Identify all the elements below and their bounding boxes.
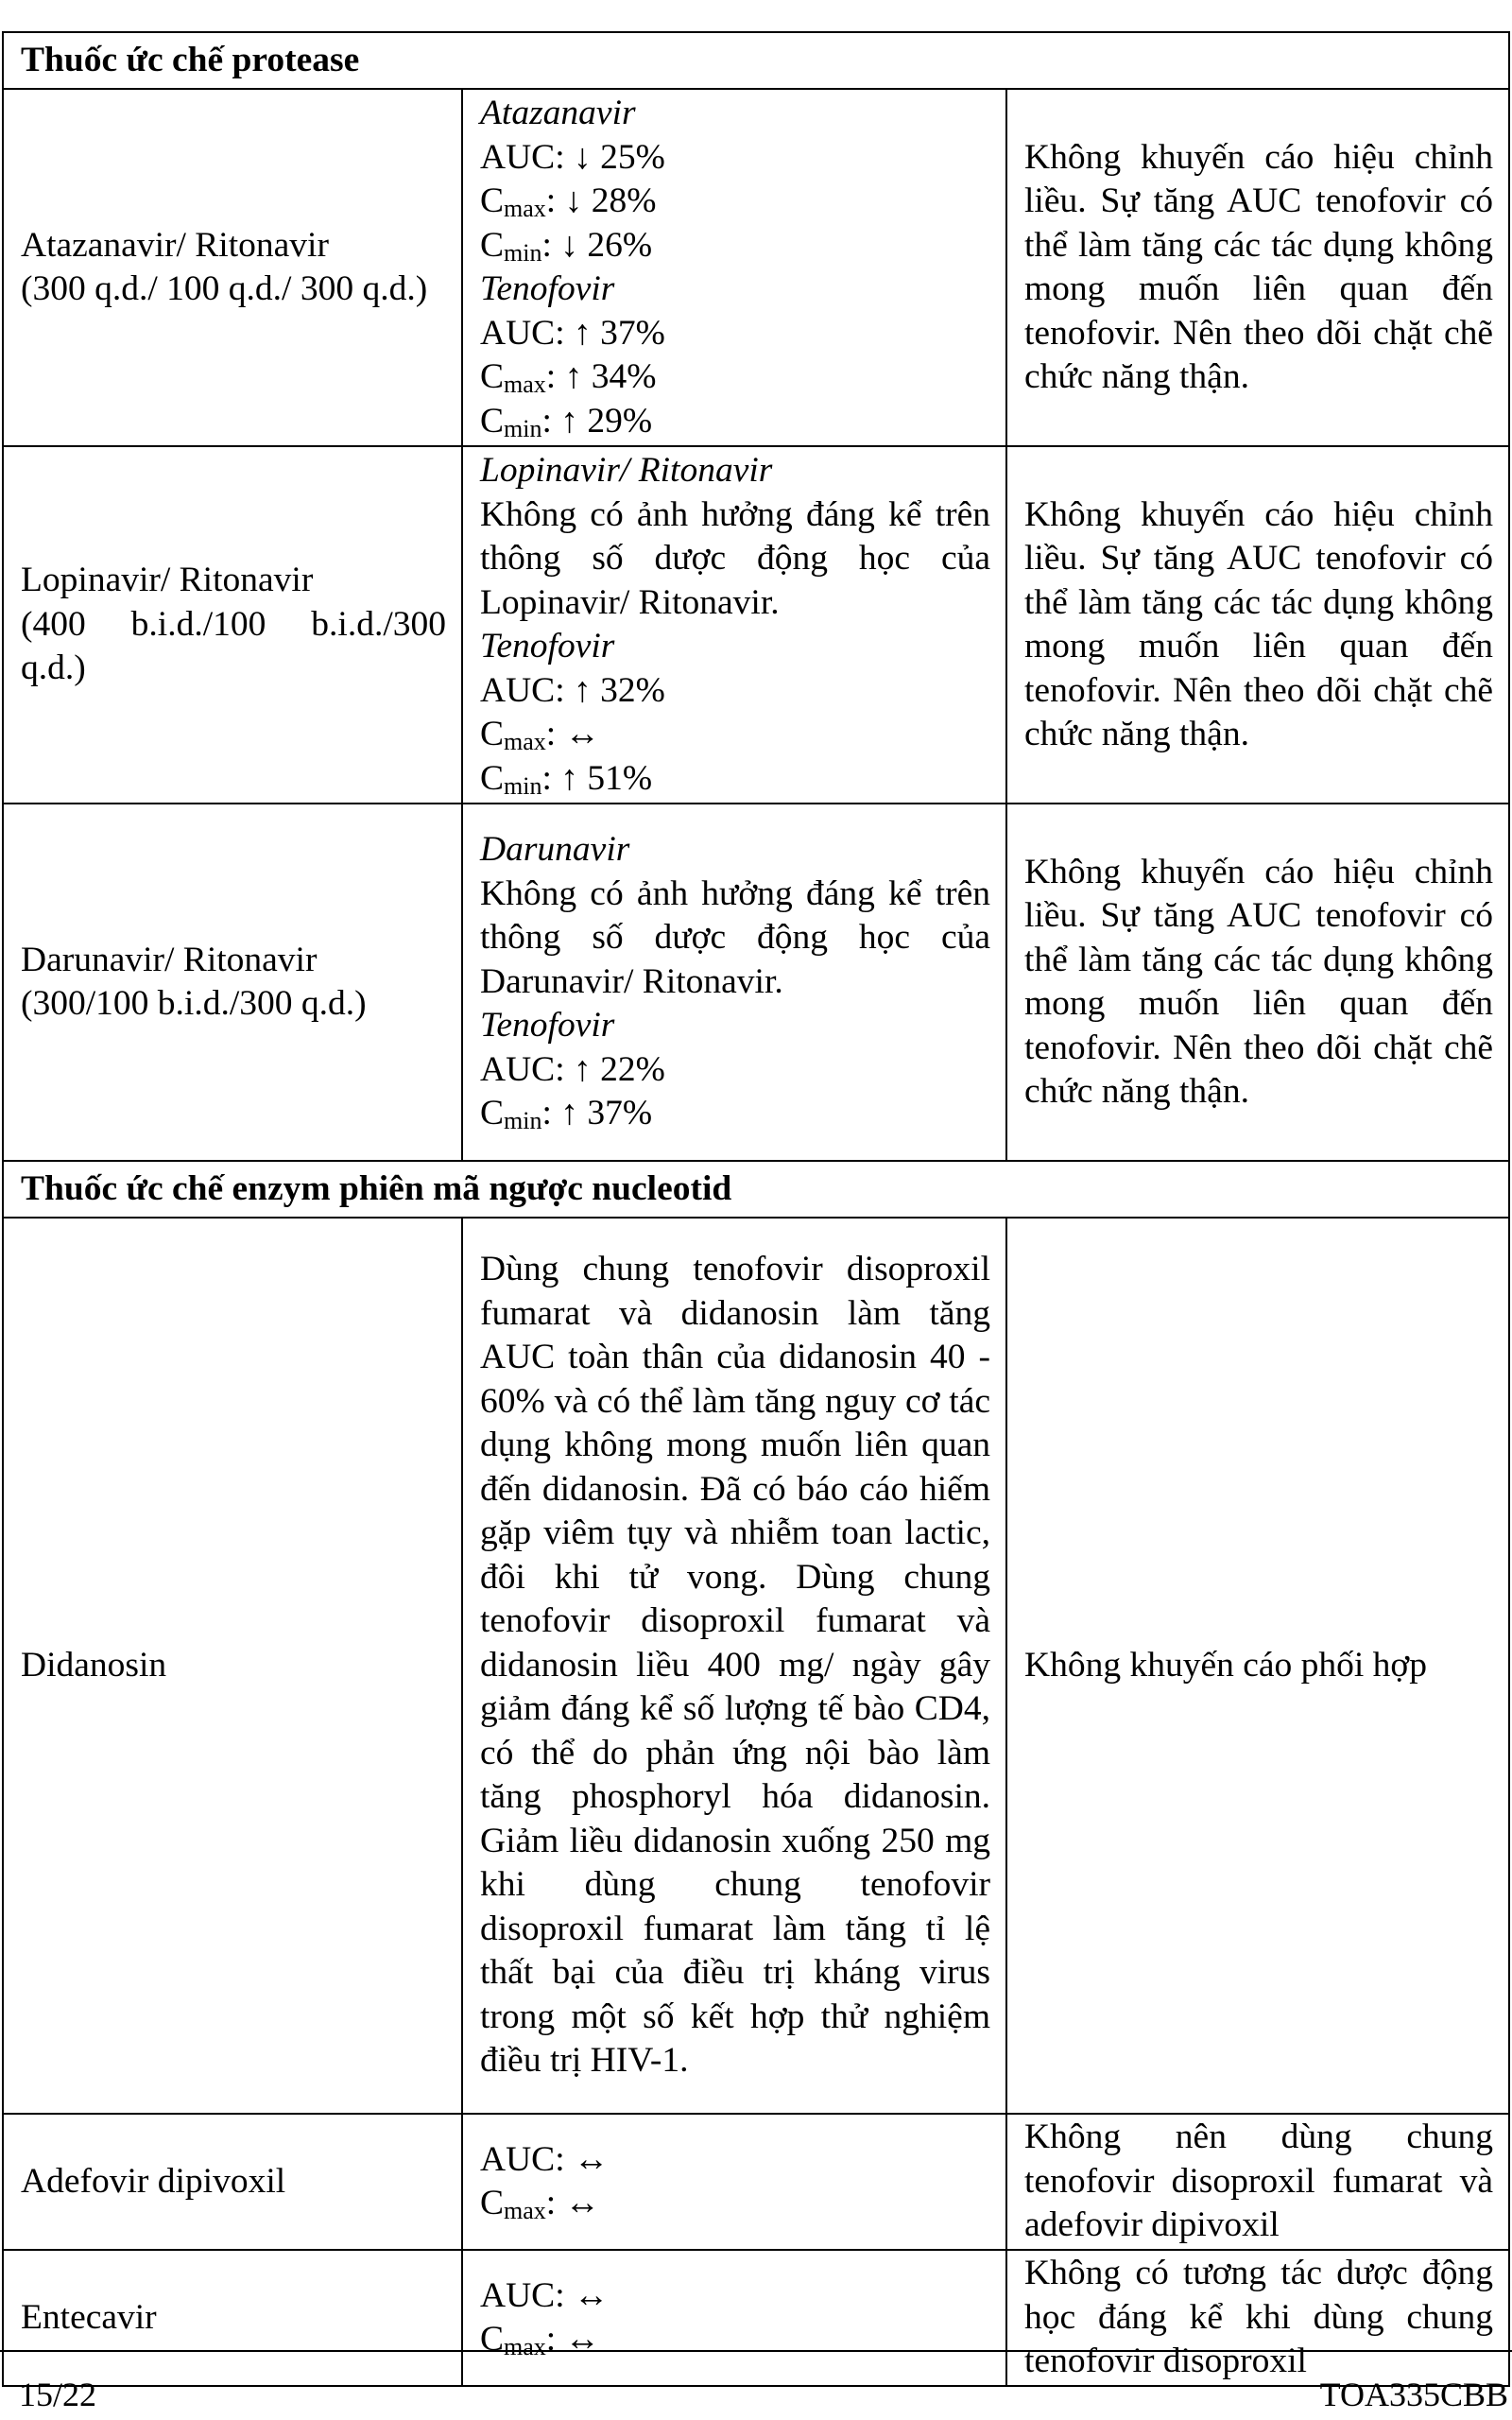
parameter-name: C	[480, 401, 505, 441]
drug-name: Didanosin	[21, 1645, 167, 1685]
drug-name: Lopinavir/ Ritonavir	[21, 561, 314, 600]
parameter-name: AUC	[480, 670, 556, 710]
interaction-row	[3, 1218, 1509, 2114]
recommendation-cell: Không khuyến cáo hiệu chỉnh liều. Sự tăng AUC tenofovir có thể làm tăng các tác dụng không mong muốn liên quan đến tenofovir. Nên theo dõi chặt chẽ chức năng thận.	[1006, 804, 1509, 1161]
section-header-row	[3, 32, 1509, 89]
drug-name: Entecavir	[21, 2297, 157, 2337]
drug-name: Adefovir dipivoxil	[21, 2161, 286, 2201]
section-header-row	[3, 1161, 1509, 1218]
parameter-name: C	[480, 2320, 505, 2359]
effect-cell	[462, 1218, 1006, 2114]
effect-cell	[462, 89, 1006, 446]
footer-divider	[0, 2350, 1512, 2352]
interaction-row	[3, 446, 1509, 804]
parameter-name: AUC	[480, 1049, 556, 1089]
drug-cell	[3, 89, 462, 446]
parameter-value: : ↑ 37%	[541, 1094, 653, 1133]
parameter-subscript: min	[504, 1107, 542, 1135]
parameter-subscript: max	[504, 2333, 546, 2360]
recommendation-cell: Không khuyến cáo hiệu chỉnh liều. Sự tăng AUC tenofovir có thể làm tăng các tác dụng không mong muốn liên quan đến tenofovir. Nên theo dõi chặt chẽ chức năng thận.	[1006, 446, 1509, 804]
parameter-value: : ↑ 29%	[541, 401, 653, 441]
drug-label: Lopinavir/ Ritonavir	[480, 451, 773, 490]
effect-cell	[462, 446, 1006, 804]
parameter-name: C	[480, 2184, 505, 2222]
drug-cell	[3, 2114, 462, 2250]
drug-name: Atazanavir/ Ritonavir	[21, 225, 329, 265]
parameter-name: AUC	[480, 2275, 556, 2315]
pk-parameter	[480, 2318, 990, 2362]
effect-cell	[462, 804, 1006, 1161]
parameter-name: C	[480, 357, 505, 396]
parameter-subscript: max	[504, 728, 546, 755]
drug-interaction-table	[2, 31, 1510, 2387]
parameter-value: : ↑ 22%	[555, 1049, 665, 1089]
parameter-name: AUC	[480, 2139, 556, 2179]
parameter-name: AUC	[480, 313, 556, 353]
drug-cell	[3, 2250, 462, 2386]
page-number: 15/22	[19, 2376, 97, 2413]
pk-parameter	[480, 2274, 990, 2319]
effect-cell	[462, 2250, 1006, 2386]
pk-parameter	[480, 2182, 990, 2226]
pk-parameter	[480, 400, 990, 444]
parameter-subscript: max	[504, 371, 546, 398]
parameter-subscript: max	[504, 2197, 546, 2224]
interaction-row	[3, 804, 1509, 1161]
parameter-value: : ↔	[555, 2139, 610, 2179]
pk-parameter	[480, 1048, 990, 1093]
drug-label: Atazanavir	[480, 94, 636, 132]
pk-parameter	[480, 2138, 990, 2183]
effect-cell	[462, 2114, 1006, 2250]
interaction-row	[3, 89, 1509, 446]
parameter-value: : ↓ 25%	[555, 137, 665, 177]
pk-parameter	[480, 1092, 990, 1136]
drug-label: Darunavir	[480, 830, 630, 870]
parameter-name: C	[480, 225, 505, 265]
drug-dose: (400 b.i.d./100 b.i.d./300 q.d.)	[21, 604, 446, 688]
parameter-value: : ↓ 26%	[541, 225, 653, 265]
drug-dose: (300 q.d./ 100 q.d./ 300 q.d.)	[21, 269, 428, 308]
pk-parameter	[480, 713, 990, 757]
pk-parameter	[480, 180, 990, 224]
drug-cell	[3, 1218, 462, 2114]
drug-label: Tenofovir	[480, 1006, 615, 1046]
parameter-name: C	[480, 182, 505, 220]
drug-label: Tenofovir	[480, 269, 615, 308]
parameter-value: : ↑ 32%	[555, 670, 665, 710]
parameter-subscript: min	[504, 414, 542, 442]
parameter-value: : ↔	[545, 2184, 601, 2222]
effect-text: Không có ảnh hưởng đáng kể trên thông số dược động học của Lopinavir/ Ritonavir.	[480, 494, 990, 622]
pk-parameter	[480, 312, 990, 356]
parameter-value: : ↑ 51%	[541, 758, 653, 798]
parameter-value: : ↔	[545, 715, 601, 753]
recommendation-cell: Không có tương tác dược động học đáng kể khi dùng chung tenofovir disoproxil	[1006, 2250, 1509, 2386]
pk-parameter	[480, 355, 990, 400]
drug-name: Darunavir/ Ritonavir	[21, 940, 318, 979]
drug-dose: (300/100 b.i.d./300 q.d.)	[21, 984, 367, 1023]
parameter-value: : ↔	[545, 2320, 601, 2359]
pk-parameter	[480, 136, 990, 181]
interaction-row	[3, 2250, 1509, 2386]
effect-text: Dùng chung tenofovir disoproxil fumarat và didanosin làm tăng AUC toàn thân của didanosin 40 - 60% và có thể làm tăng nguy cơ tác dụng không mong muốn liên quan đến didanosin. Đã có báo cáo hiếm gặp viêm tụy và nhiễm toan lactic, đôi khi tử vong. Dùng chung tenofovir disoproxil fumarat và didanosin liều 400 mg/ ngày gây giảm đáng kể số lượng tế bào CD4, có thể do phản ứng nội bào làm tăng phosphoryl hóa didanosin. Giảm liều didanosin xuống 250 mg khi dùng chung tenofovir disoproxil fumarat làm tăng tỉ lệ thất bại của điều trị kháng virus trong một số kết hợp thử nghiệm điều trị HIV-1.	[480, 1250, 990, 2081]
parameter-name: C	[480, 715, 505, 753]
parameter-subscript: min	[504, 771, 542, 800]
pk-parameter	[480, 669, 990, 714]
parameter-name: C	[480, 1094, 505, 1133]
document-code: TOA335CBB	[1319, 2376, 1508, 2413]
section-title: Thuốc ức chế protease	[3, 32, 1509, 89]
recommendation-cell: Không nên dùng chung tenofovir disoproxil fumarat và adefovir dipivoxil	[1006, 2114, 1509, 2250]
parameter-value: : ↓ 28%	[545, 182, 657, 220]
drug-cell	[3, 446, 462, 804]
parameter-value: : ↑ 34%	[545, 357, 657, 396]
table-body	[3, 32, 1509, 2386]
effect-text: Không có ảnh hưởng đáng kể trên thông số dược động học của Darunavir/ Ritonavir.	[480, 873, 990, 1001]
recommendation-cell: Không khuyến cáo phối hợp	[1006, 1218, 1509, 2114]
parameter-subscript: min	[504, 238, 542, 267]
parameter-name: AUC	[480, 137, 556, 177]
recommendation-cell: Không khuyến cáo hiệu chỉnh liều. Sự tăng AUC tenofovir có thể làm tăng các tác dụng không mong muốn liên quan đến tenofovir. Nên theo dõi chặt chẽ chức năng thận.	[1006, 89, 1509, 446]
section-title: Thuốc ức chế enzym phiên mã ngược nucleotid	[3, 1161, 1509, 1218]
drug-cell	[3, 804, 462, 1161]
pk-parameter	[480, 224, 990, 268]
pk-parameter	[480, 757, 990, 802]
drug-label: Tenofovir	[480, 627, 615, 666]
parameter-subscript: max	[504, 195, 546, 222]
parameter-value: : ↑ 37%	[555, 313, 665, 353]
parameter-value: : ↔	[555, 2275, 610, 2315]
interaction-row	[3, 2114, 1509, 2250]
parameter-name: C	[480, 758, 505, 798]
